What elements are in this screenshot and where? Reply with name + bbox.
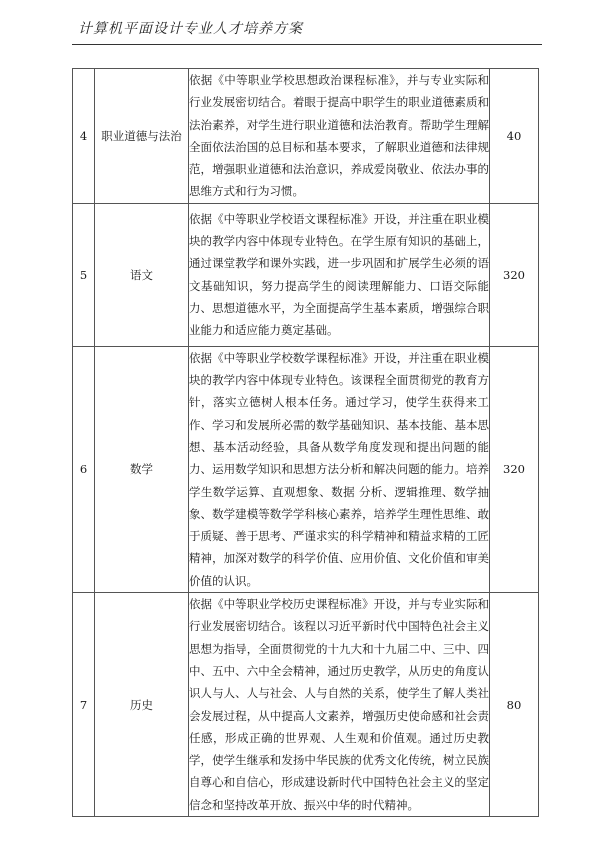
row-number: 4 bbox=[73, 69, 95, 204]
course-description bbox=[189, 593, 490, 817]
course-description bbox=[189, 69, 490, 204]
course-name: 历史 bbox=[95, 593, 189, 817]
table-row bbox=[73, 203, 539, 346]
table-row bbox=[73, 69, 539, 204]
course-description bbox=[189, 203, 490, 346]
table-row bbox=[73, 346, 539, 592]
row-number: 5 bbox=[73, 203, 95, 346]
course-description-text: 依据《中等职业学校思想政治课程标准》，并与专业实际和行业发展密切结合。着眼于提高中职学生的职业道德素质和法治素养，对学生进行职业道德和法治教育。帮助学生理解全面依法治国的总目标和基本要求，了解职业道德和法律规范，增强职业道德和法治意识，养成爱岗敬业、依法办事的思维方式和行为习惯。 bbox=[189, 73, 489, 199]
course-description-text: 依据《中等职业学校历史课程标准》开设，并与专业实际和行业发展密切结合。该程以习近平新时代中国特色社会主义思想为指导，全面贯彻党的十九大和十九届二中、三中、四中、五中、六中全会精神，通过历史教学，从历史的角度认识人与人、人与社会、人与自然的关系，使学生了解人类社会发展过程，从中提高人文素养，增强历史使命感和社会责任感，形成正确的世界观、人生观和价值观。通过历史教学，使学生继承和发扬中华民族的优秀文化传统，树立民族自尊心和自信心，形成建设新时代中国特色社会主义的坚定信念和坚持改革开放、振兴中华的时代精神。 bbox=[189, 597, 489, 812]
course-hours: 320 bbox=[490, 203, 539, 346]
table-row bbox=[73, 593, 539, 817]
row-number: 6 bbox=[73, 346, 95, 592]
row-number: 7 bbox=[73, 593, 95, 817]
course-name: 数学 bbox=[95, 346, 189, 592]
course-description bbox=[189, 346, 490, 592]
course-description-text: 依据《中等职业学校语文课程标准》开设，并注重在职业模块的教学内容中体现专业特色。在学生原有知识的基础上，通过课堂教学和课外实践，进一步巩固和扩展学生必须的语文基础知识，努力提高学生的阅读理解能力、口语交际能力、思想道德水平，为全面提高学生基本素质，增强综合职业能力和适应能力奠定基础。 bbox=[189, 211, 489, 338]
course-hours: 320 bbox=[490, 346, 539, 592]
header-divider bbox=[72, 44, 542, 45]
course-name: 语文 bbox=[95, 203, 189, 346]
course-name: 职业道德与法治 bbox=[95, 69, 189, 204]
course-table bbox=[72, 68, 539, 817]
document-header-title: 计算机平面设计专业人才培养方案 bbox=[78, 21, 303, 37]
course-hours: 40 bbox=[490, 69, 539, 204]
course-hours: 80 bbox=[490, 593, 539, 817]
course-description-text: 依据《中等职业学校数学课程标准》开设，并注重在职业模块的教学内容中体现专业特色。该课程全面贯彻党的教育方针，落实立德树人根本任务。通过学习，使学生获得来工作、学习和发展所必需的数学基础知识、基本技能、基本思想、基本活动经验，具备从数学角度发现和提出问题的能力、运用数学知识和思想方法分析和解决问题的能力。培养学生数学运算、直观想象、数据 分析、逻辑推理、数学抽象、数学建模等数学学科核心素养，培养学生理性思维、敢于质疑、善于思考、严谨求实的科学精神和精益求精的工匠精神，加深对数学的科学价值、应用价值、文化价值和审美价值的认识。 bbox=[189, 350, 489, 588]
